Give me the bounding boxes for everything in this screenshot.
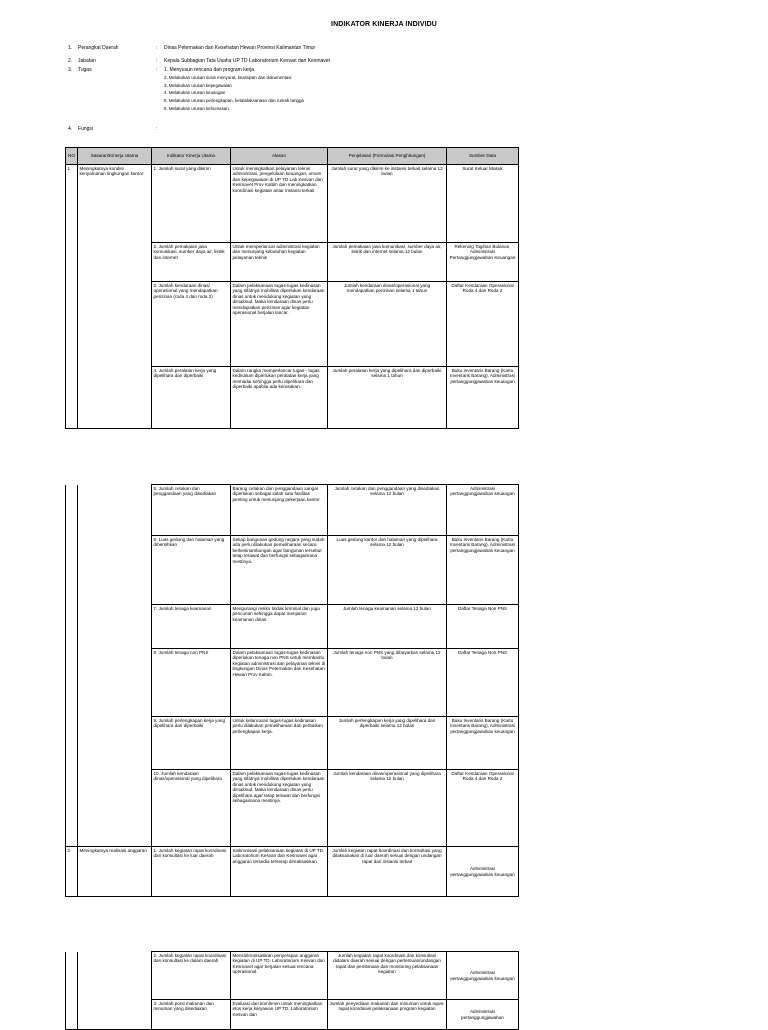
- meta-num: 2.: [68, 58, 73, 64]
- sasaran-cell: Meningkatnya kondisi kenyamanan lingkungan kantor: [78, 165, 152, 429]
- table-row: [66, 847, 519, 897]
- sumber-cell: Buku Inventaris Barang (Kartu Inventaris Barang), Administrasi pertanggungjawaban keuangan: [447, 367, 519, 429]
- penjelasan-cell: Jumlah kegiatan rapat koordinasi dan konsultasi yang dilaksanakan di luar daerah sesuai dengan undangan rapat dari instansi terkait: [328, 847, 447, 897]
- penjelasan-cell: Jumlah tenaga non PNS yang dibayarkan selama 12 bulan: [328, 649, 447, 717]
- table-row: [66, 485, 519, 536]
- alasan-cell: Untuk memperlancar administrasi kegiatan dan menunjang kebutuhan kegiatan pelayanan teknis: [231, 243, 328, 282]
- indikator-cell: 7. Jumlah tenaga keamanan: [152, 605, 231, 649]
- penjelasan-cell: Jumlah surat yang dikirim ke instansi terkait selama 12 bulan: [328, 165, 447, 243]
- sumber-cell: Daftar Tenaga Non PNS: [447, 649, 519, 717]
- sumber-cell: Daftar Kendaraan Operasional Roda 4 dan Roda 2: [447, 770, 519, 847]
- meta-colon: :: [156, 45, 158, 51]
- header-penjelasan: Penjelasan (Formulasi Penghitungan): [328, 148, 447, 165]
- indikator-cell: 10. Jumlah kendaraan dinas/operasional yang dipelihara: [152, 770, 231, 847]
- sumber-cell: Rekening Tagihan Bulanan, Administrasi Pertanggungjawaban Keuangan: [447, 243, 519, 282]
- indikator-cell: 5. Jumlah cetakan dan penggandaan yang disediakan: [152, 485, 231, 536]
- penjelasan-cell: Luas gedung kantor dan halaman yang dipelihara selama 12 bulan: [328, 536, 447, 605]
- meta-label: Fungsi: [78, 126, 94, 132]
- header-no: NO: [66, 148, 78, 165]
- alasan-cell: Dalam pelaksanaan tugas-tugas kedinasan yang sifatnya mobilitas diperlukan kendaraan dinas untuk mendukung kegiatan yang dimaksud. Maka kendaraan dinas perlu mendapatkan perizinan agar kegiatan operasional berjalan lancar.: [231, 282, 328, 367]
- indicator-table-page-3: [65, 951, 519, 1030]
- alasan-cell: Mensinkronisasikan penyerapan anggaran kegiatan di UP TD. Laboratorium Kesvan dan Kesmavet agar berjalan sesuai rencana operasional.: [231, 952, 328, 1000]
- meta-colon: :: [156, 67, 158, 73]
- penjelasan-cell: Jumlah kegiatan rapat koordinasi dan konsultasi didalam daerah sesuai dengan pertemuan/undangan rapat dan pembinaan dan monitoring pelaksanaan kegiatan: [328, 952, 447, 1000]
- alasan-cell: Dalam pelaksanaan tugas-tugas kedinasan yang sifatnya mobilitas diperlukan kendaraan dinas untuk mendukung kegiatan yang dimaksud. Maka kendaraan dinas perlu dipelihara agar tetap terawat dan berfungsi sebagaimana mestinya.: [231, 770, 328, 847]
- row-number-empty: [66, 485, 78, 847]
- penjelasan-cell: Jumlah kendaraan dinas/operasional yang mendapatkan perizinan selama 1 tahun: [328, 282, 447, 367]
- penjelasan-cell: Jumlah tenaga keamanan selama 12 bulan: [328, 605, 447, 649]
- header-indikator: Indikator Kinerja Utama: [152, 148, 231, 165]
- penjelasan-cell: Jumlah perlengkapan kerja yang dipelihara dan diperbaiki selama 12 bulan: [328, 717, 447, 770]
- sumber-cell: Buku Inventaris Barang (Kartu Inventaris Barang), Administrasi pertanggungjawaban keuangan: [447, 536, 519, 605]
- alasan-cell: Evaluasi dan komitmen untuk meningkatkan etos kerja karyawan UP TD. Laboratorium Kesvan dan: [231, 1000, 328, 1030]
- sumber-cell: Administrasi pertanggungjawaban keuangan: [447, 485, 519, 536]
- header-alasan: Alasan: [231, 148, 328, 165]
- meta-colon: :: [156, 58, 158, 64]
- sumber-cell: Buku Inventaris Barang (Kartu Inventaris Barang), Administrasi pertanggungjawaban keuangan: [447, 717, 519, 770]
- penjelasan-cell: Jumlah kendaraan dinas/operasional yang dipelihara selama 12 bulan: [328, 770, 447, 847]
- header-sasaran: Sasaran/Kinerja Utama: [78, 148, 152, 165]
- task-item: 4. Melakukan urusan keuangan: [164, 90, 226, 96]
- sasaran-cell-empty: [78, 485, 152, 847]
- sumber-cell: Administrasi pertanggungjawaban keuangan: [447, 952, 519, 1000]
- meta-colon: :: [156, 126, 158, 132]
- table-row: [66, 952, 519, 1000]
- indikator-cell: 8. Jumlah tenaga non PNS: [152, 649, 231, 717]
- task-item: 2. Melakukan urusan surat menyurat, kearsipan dan dokumentasi: [164, 75, 292, 80]
- meta-num: 4.: [68, 126, 73, 132]
- alasan-cell: Setiap bangunan gedung negara yang sudah ada perlu dilakukan pemeliharaan secara berkesinambungan agar bangunan tersebut tetap terawat dan berfungsi sebagaimana mestinya.: [231, 536, 328, 605]
- row-number-empty: [66, 952, 78, 1030]
- task-item: 3. Melakukan urusan kepegawaian: [164, 82, 232, 88]
- header-sumber-data: Sumber Data: [447, 148, 519, 165]
- row-number: 2: [66, 847, 78, 897]
- indicator-table-page-1: [65, 147, 519, 429]
- alasan-cell: Dalam pelaksanaan tugas-tugas kedinasan diperlukan tenaga non PNS untuk membantu kegiatan administrasi dan pelayanan teknis di lingkungan Dinas Peternakan dan Kesehatan Hewan Prov Kaltim.: [231, 649, 328, 717]
- sumber-cell: Administrasi pertanggungjawaban keuangan: [447, 847, 519, 897]
- table-header-row: [66, 148, 519, 165]
- alasan-cell: Untuk kelancaran tugas-tugas kedinasan perlu dilakukan pemeliharaan dan perbaikan perlengkapan kerja.: [231, 717, 328, 770]
- indikator-cell: 6. Luas gedung dan halaman yang dibersihkan: [152, 536, 231, 605]
- sasaran-cell-empty: [78, 952, 152, 1030]
- meta-label: Perangkat Daerah: [78, 45, 119, 51]
- table-row: [66, 165, 519, 243]
- sumber-cell: Administrasi pertanggungjawaban: [447, 1000, 519, 1030]
- indikator-cell: 2. Jumlah pemakaian jasa komunikasi, sumber daya air, listrik dan internet: [152, 243, 231, 282]
- meta-label: Jabatan: [78, 58, 96, 64]
- meta-value: Kepala Subbagian Tata Usaha UP TD Laboratorium Kesvan dan Kesmavet: [164, 58, 330, 64]
- alasan-cell: Barang cetakan dan penggandaan sangat diperlukan sebagai salah satu fasilitas penting untuk menunjang pekerjaan kantor.: [231, 485, 328, 536]
- meta-value: Dinas Peternakan dan Kesehatan Hewan Provinsi Kalimantan Timur: [164, 45, 316, 51]
- indicator-table-page-2: [65, 484, 519, 897]
- sumber-cell: Daftar Kendaraan Operasional Roda 4 dan Roda 2: [447, 282, 519, 367]
- indikator-cell: 1. Jumlah kegiatan rapat koordinasi dan konsultasi ke luar daerah: [152, 847, 231, 897]
- meta-label: Tugas: [78, 67, 92, 73]
- task-item: 6. Melakukan urusan kehumasan.: [164, 105, 230, 111]
- penjelasan-cell: Jumlah pemakaian jasa komunikasi, sumber daya air, listrik dan internet selama 12 bulan: [328, 243, 447, 282]
- indikator-cell: 1. Jumlah surat yang dikirim: [152, 165, 231, 243]
- row-number: 1: [66, 165, 78, 429]
- sumber-cell: Daftar Tenaga Non PNS: [447, 605, 519, 649]
- indikator-cell: 2. Jumlah kegiatan rapat koordinasi dan konsultasi ke dalam daerah: [152, 952, 231, 1000]
- penjelasan-cell: Jumlah peralatan kerja yang dipelihara dan diperbaiki selama 1 tahun: [328, 367, 447, 429]
- meta-value: 1. Menyusun rencana dan program kerja: [164, 67, 255, 73]
- penjelasan-cell: Jumlah penyediaan makanan dan minuman untuk rapat-rapat koordinasi pelaksanaan program kegiatan: [328, 1000, 447, 1030]
- indikator-cell: 3. Jumlah porsi makanan dan minuman yang disediakan: [152, 1000, 231, 1030]
- task-item: 5. Melakukan urusan perlengkapan, ketatalaksanaan dan rumah tangga: [164, 98, 304, 104]
- alasan-cell: Sinkronisasi pelaksanaan kegiatan di UP TD. Laboratorium Kesvan dan Kesmavet agar anggaran tersedia terserap direalisasikan.: [231, 847, 328, 897]
- sumber-cell: Surat Keluar Masuk: [447, 165, 519, 243]
- document-title: INDIKATOR KINERJA INDIVIDU: [331, 21, 437, 28]
- meta-num: 3.: [68, 67, 73, 73]
- alasan-cell: Mengurangi resiko tindak kriminal dan juga pencurian sehingga dapat menjamin keamanan dinas.: [231, 605, 328, 649]
- penjelasan-cell: Jumlah cetakan dan penggandaan yang disediakan selama 12 bulan: [328, 485, 447, 536]
- indikator-cell: 3. Jumlah kendaraan dinas/ operasional yang mendapatkan perizinan (roda 4 dan roda 2): [152, 282, 231, 367]
- task-list: [164, 74, 304, 113]
- sasaran-cell: Meningkatnya realisasi anggaran: [78, 847, 152, 897]
- indikator-cell: 9. Jumlah perlengkapan kerja yang dipelihara dan diperbaiki: [152, 717, 231, 770]
- alasan-cell: Dalam rangka memperlancar tugas - tugas kedinasan diperlukan peralatan kerja yang memadai sehingga perlu dipelihara dan diperbaiki apabila ada kerusakan.: [231, 367, 328, 429]
- indikator-cell: 4. Jumlah peralatan kerja yang dipelihara dan diperbaiki: [152, 367, 231, 429]
- alasan-cell: Untuk meningkatkan pelayanan teknis administrasi, pengelolaan keuangan, umum dan kepegawaian di UP TD Lab Kesvan dan Kesmavet Prov Kaltim dan meningkatkan koordinasi kegiatan antar instansi terkait: [231, 165, 328, 243]
- meta-num: 1.: [68, 45, 73, 51]
